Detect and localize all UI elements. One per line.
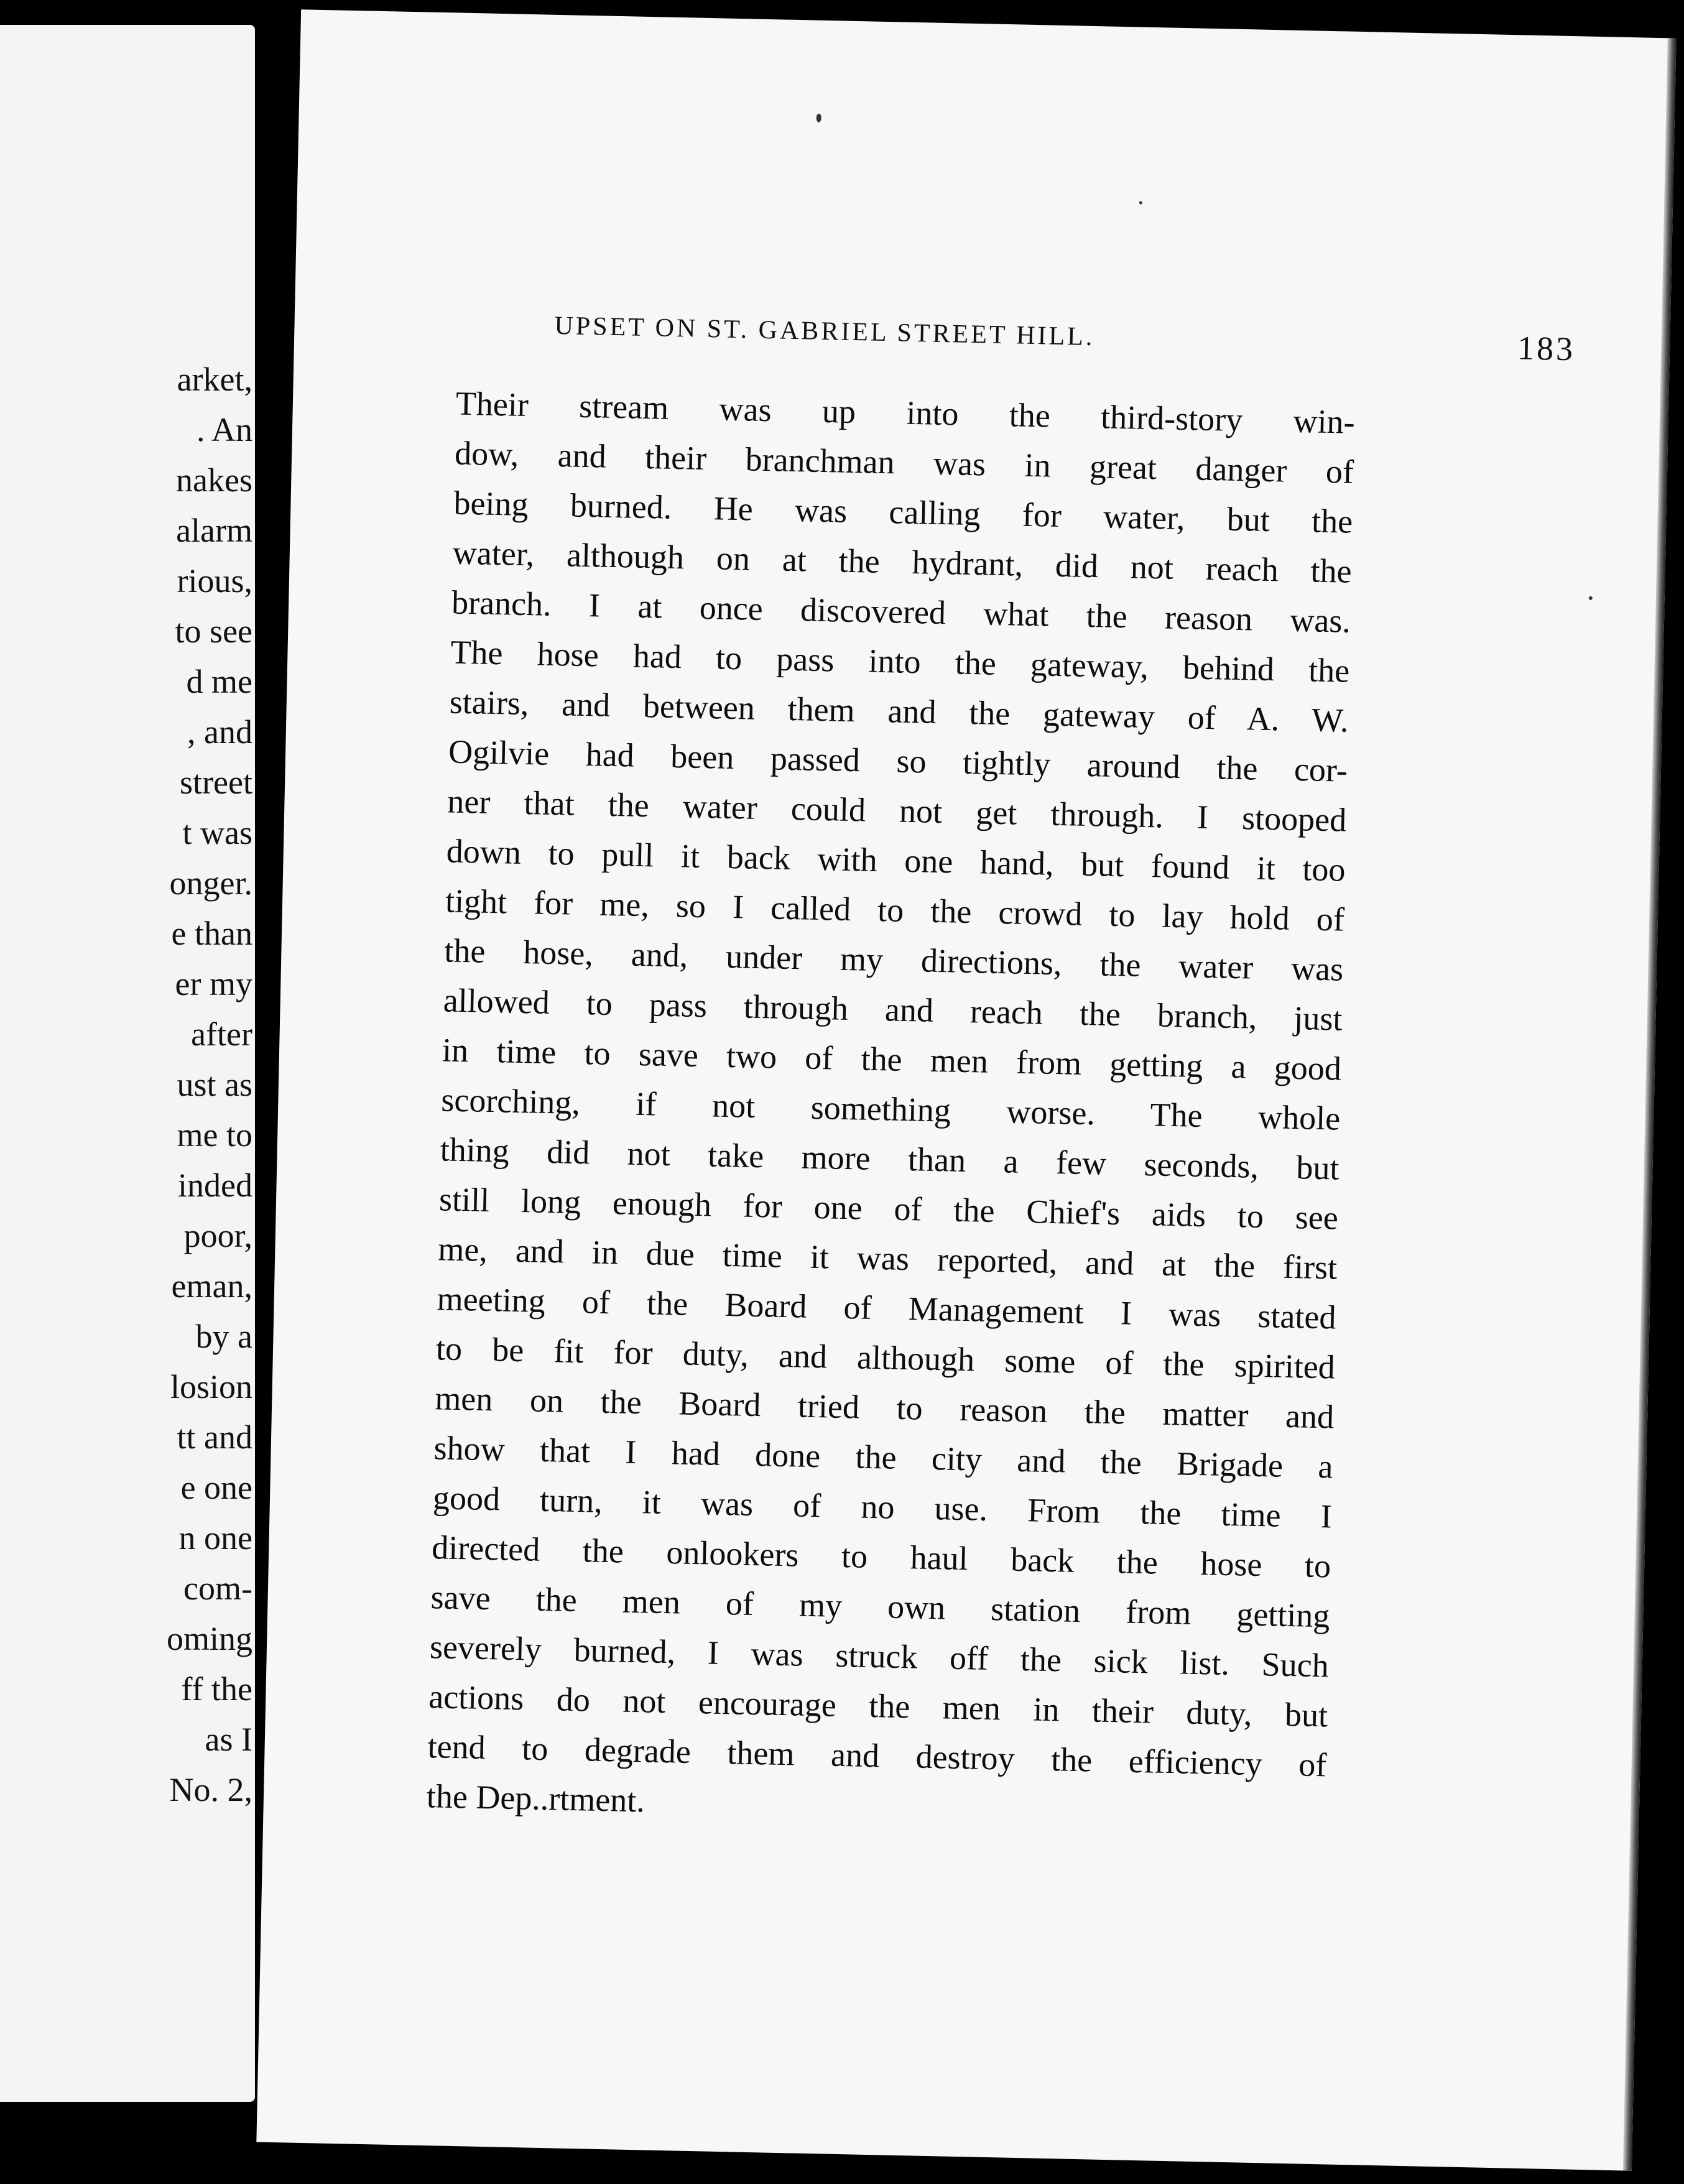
text-line: scorching, if not something worse. The whole — [440, 1081, 1341, 1137]
print-speck — [1589, 596, 1593, 600]
text-line: tight for me, so I called to the crowd to lay hold of — [445, 882, 1345, 938]
body-text — [426, 379, 1355, 1840]
left-page-fragment — [0, 25, 255, 2102]
left-page-line: after — [191, 1016, 252, 1053]
text-line: save the men of my own station from getting — [430, 1578, 1331, 1635]
left-page-line: rious, — [177, 562, 252, 599]
left-page-line: tt and — [177, 1418, 252, 1456]
text-line: show that I had done the city and the Brigade a — [433, 1429, 1334, 1486]
left-page-line: eman, — [171, 1267, 252, 1305]
text-line: Their stream was up into the third-story win- — [455, 384, 1356, 441]
text-line: the Dep..rtment. — [426, 1777, 645, 1820]
left-page-line: as I — [205, 1721, 252, 1758]
running-head — [554, 311, 1581, 376]
text-line: water, although on at the hydrant, did not reach the — [452, 534, 1353, 590]
left-page-line: alarm — [176, 512, 252, 549]
print-speck — [817, 114, 821, 123]
running-head-title: UPSET ON ST. GABRIEL STREET HILL. — [554, 311, 1095, 352]
text-line: thing did not take more than a few seconds, but — [440, 1131, 1340, 1187]
left-page-line: e one — [180, 1469, 252, 1506]
text-line: The hose had to pass into the gateway, behind the — [450, 633, 1350, 690]
left-page-line: t was — [182, 814, 252, 851]
text-line: still long enough for one of the Chief's aids to see — [438, 1180, 1339, 1237]
left-page-line: d me — [186, 663, 252, 700]
left-page-line: ff the — [181, 1670, 252, 1708]
left-page-line: com- — [183, 1570, 252, 1607]
text-line: men on the Board tried to reason the matter and — [434, 1379, 1335, 1436]
left-page-line: oming — [166, 1620, 252, 1657]
text-line: good turn, it was of no use. From the time I — [432, 1479, 1333, 1535]
text-line: tend to degrade them and destroy the efficiency of — [427, 1728, 1328, 1784]
text-line: severely burned, I was struck off the sick list. Such — [429, 1628, 1330, 1685]
text-line: the hose, and, under my directions, the water was — [443, 932, 1344, 988]
text-line: branch. I at once discovered what the reason was. — [451, 583, 1351, 640]
page-edge-shadow — [1623, 38, 1677, 2171]
left-page-line: nakes — [176, 461, 252, 499]
text-line: down to pull it back with one hand, but found it too — [446, 832, 1346, 889]
text-line: dow, and their branchman was in great danger of — [454, 434, 1354, 491]
text-line: to be fit for duty, and although some of the spirited — [435, 1330, 1336, 1386]
text-line: me, and in due time it was reported, and at the first — [437, 1230, 1338, 1287]
left-page-line: onger. — [169, 864, 252, 902]
left-page-line: poor, — [183, 1217, 252, 1254]
page-number: 183 — [1517, 329, 1576, 368]
left-page-line: , and — [187, 713, 252, 751]
text-line: being burned. He was calling for water, but the — [453, 484, 1353, 540]
text-line: in time to save two of the men from getting a good — [442, 1031, 1342, 1088]
right-page — [256, 9, 1676, 2171]
left-page-line: by a — [195, 1318, 252, 1355]
left-page-line: losion — [170, 1368, 252, 1405]
text-line: allowed to pass through and reach the branch, just — [443, 981, 1343, 1038]
text-line: meeting of the Board of Management I was stated — [437, 1280, 1337, 1336]
print-speck — [1139, 201, 1142, 205]
left-page-line: No. 2, — [169, 1771, 252, 1808]
left-page-line: inded — [178, 1167, 252, 1204]
left-page-line: . An — [196, 411, 252, 448]
text-line: stairs, and between them and the gateway of A. W. — [449, 683, 1349, 739]
left-page-line: e than — [171, 915, 252, 952]
text-line: Ogilvie had been passed so tightly around the cor- — [448, 733, 1348, 789]
left-page-line: street — [180, 764, 252, 801]
left-page-line: arket, — [177, 361, 252, 398]
text-line: actions do not encourage the men in their duty, but — [428, 1678, 1328, 1734]
left-page-line: ust as — [177, 1066, 252, 1103]
text-line: ner that the water could not get through. I stooped — [446, 782, 1347, 839]
left-page-line: to see — [175, 613, 252, 650]
left-page-line: me to — [177, 1116, 252, 1154]
left-page-line: er my — [175, 965, 252, 1002]
left-page-line: n one — [178, 1519, 252, 1557]
text-line: directed the onlookers to haul back the hose to — [431, 1529, 1331, 1585]
